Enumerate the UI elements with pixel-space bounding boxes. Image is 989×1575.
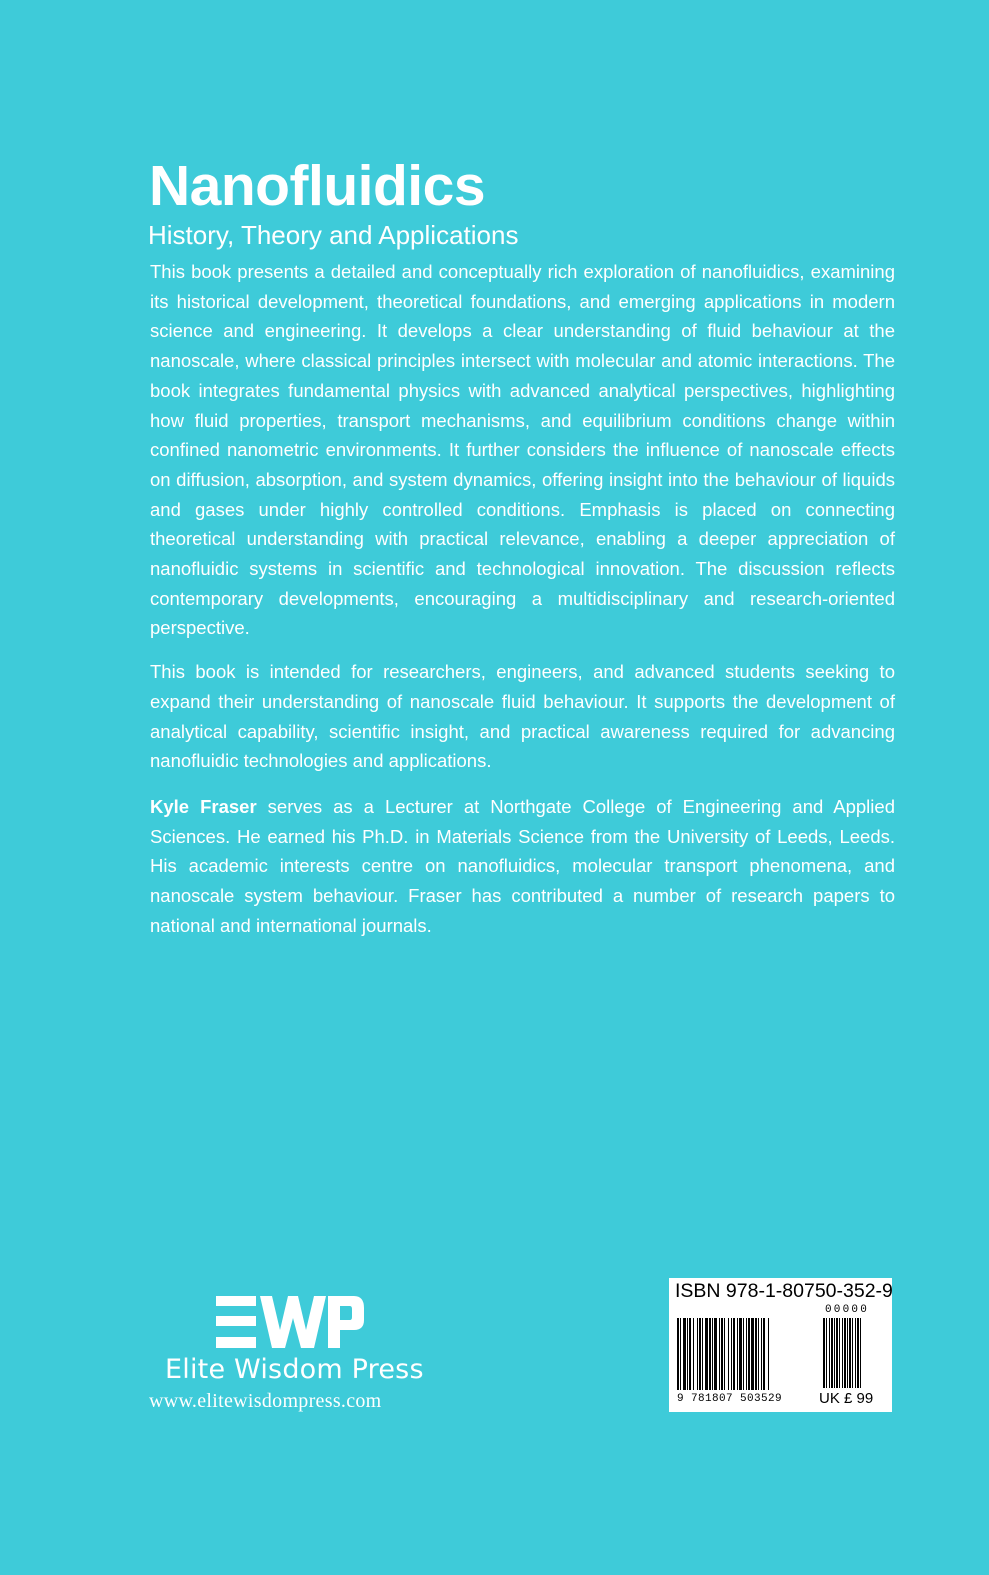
barcode-bar: [697, 1318, 698, 1390]
price-label: UK £ 99: [819, 1390, 874, 1407]
barcode-bar: [763, 1318, 765, 1390]
addon-bar: [849, 1318, 851, 1388]
barcode-bar: [751, 1318, 754, 1390]
publisher-name: Elite Wisdom Press: [165, 1354, 424, 1385]
barcode-bar: [737, 1318, 738, 1390]
barcode-bar: [693, 1318, 694, 1390]
addon-bar: [839, 1318, 840, 1388]
addon-digits: 00000: [825, 1304, 870, 1316]
barcode-bars: [677, 1318, 887, 1390]
book-title: Nanofluidics: [149, 154, 486, 218]
barcode-bar: [761, 1318, 762, 1390]
barcode-bar: [746, 1318, 747, 1390]
barcode-bar: [677, 1318, 679, 1390]
barcode-bar: [733, 1318, 735, 1390]
addon-bar: [826, 1318, 827, 1388]
addon-bar: [860, 1318, 861, 1388]
isbn-label: ISBN 978-1-80750-352-9: [675, 1280, 893, 1302]
barcode-bar: [755, 1318, 757, 1390]
isbn-barcode: [669, 1278, 892, 1412]
barcode-bar: [687, 1318, 688, 1390]
barcode-bar: [712, 1318, 713, 1390]
addon-bar: [847, 1318, 848, 1388]
barcode-bar: [709, 1318, 711, 1390]
barcode-bar: [728, 1318, 729, 1390]
barcode-bar: [719, 1318, 720, 1390]
description-paragraph-2: This book is intended for researchers, engineers, and advanced students seeking to expand their understanding of nanoscale fluid behaviour. It supports the development of analytical capability, scientific insight, and practical awareness required for advancing nanofluidic technologies and applications.: [150, 661, 895, 772]
barcode-bar: [724, 1318, 725, 1390]
barcode-bar: [705, 1318, 708, 1390]
addon-bar: [829, 1318, 830, 1388]
addon-bar: [831, 1318, 833, 1388]
back-cover-text: [150, 257, 895, 954]
barcode-bar: [689, 1318, 691, 1390]
barcode-bar: [748, 1318, 750, 1390]
barcode-bar: [743, 1318, 744, 1390]
description-paragraph-1: This book presents a detailed and conceptually rich exploration of nanofluidics, examining its historical development, theoretical foundations, and emerging applications in modern science and engineering. It develops a clear understanding of fluid behaviour at the nanoscale, where classical principles intersect with molecular and atomic interactions. The book integrates fundamental physics with advanced analytical perspectives, highlighting how fluid properties, transport mechanisms, and equilibrium conditions change within confined nanometric environments. It further considers the influence of nanoscale effects on diffusion, absorption, and system dynamics, offering insight into the behaviour of liquids and gases under highly controlled conditions. Emphasis is placed on connecting theoretical understanding with practical relevance, enabling a deeper appreciation of nanofluidic systems in scientific and technological innovation. The discussion reflects contemporary developments, encouraging a multidisciplinary and research-oriented perspective.: [150, 261, 895, 639]
barcode-bar: [731, 1318, 732, 1390]
addon-bar: [842, 1318, 843, 1388]
barcode-bar: [683, 1318, 686, 1390]
barcode-bar: [699, 1318, 701, 1390]
author-bio: [150, 792, 895, 941]
barcode-bar: [714, 1318, 717, 1390]
publisher-logo: [149, 1296, 439, 1413]
barcode-bar: [768, 1318, 769, 1390]
barcode-bar: [739, 1318, 742, 1390]
barcode-bar: [702, 1318, 703, 1390]
author-name: Kyle Fraser: [150, 795, 257, 817]
addon-bar: [836, 1318, 838, 1388]
barcode-bar: [680, 1318, 681, 1390]
publisher-url: www.elitewisdompress.com: [149, 1390, 382, 1412]
ewp-logo-mark: [216, 1296, 364, 1348]
addon-bar: [852, 1318, 853, 1388]
addon-bar: [855, 1318, 856, 1388]
book-subtitle: History, Theory and Applications: [148, 220, 519, 250]
addon-bar: [844, 1318, 846, 1388]
author-bio-text: serves as a Lecturer at Northgate College of Engineering and Applied Sciences. He earned his Ph.D. in Materials Science from the University of Leeds, Leeds. His academic interests centre on nanofluidics, molecular transport phenomena, and nanoscale system behaviour. Fraser has contributed a number of research papers to national and international journals.: [150, 795, 895, 936]
barcode-bar: [758, 1318, 759, 1390]
addon-bar: [823, 1318, 825, 1388]
addon-bar: [834, 1318, 835, 1388]
barcode-bar: [721, 1318, 723, 1390]
addon-bar: [857, 1318, 859, 1388]
barcode-digits: 9 781807 503529: [677, 1393, 783, 1405]
